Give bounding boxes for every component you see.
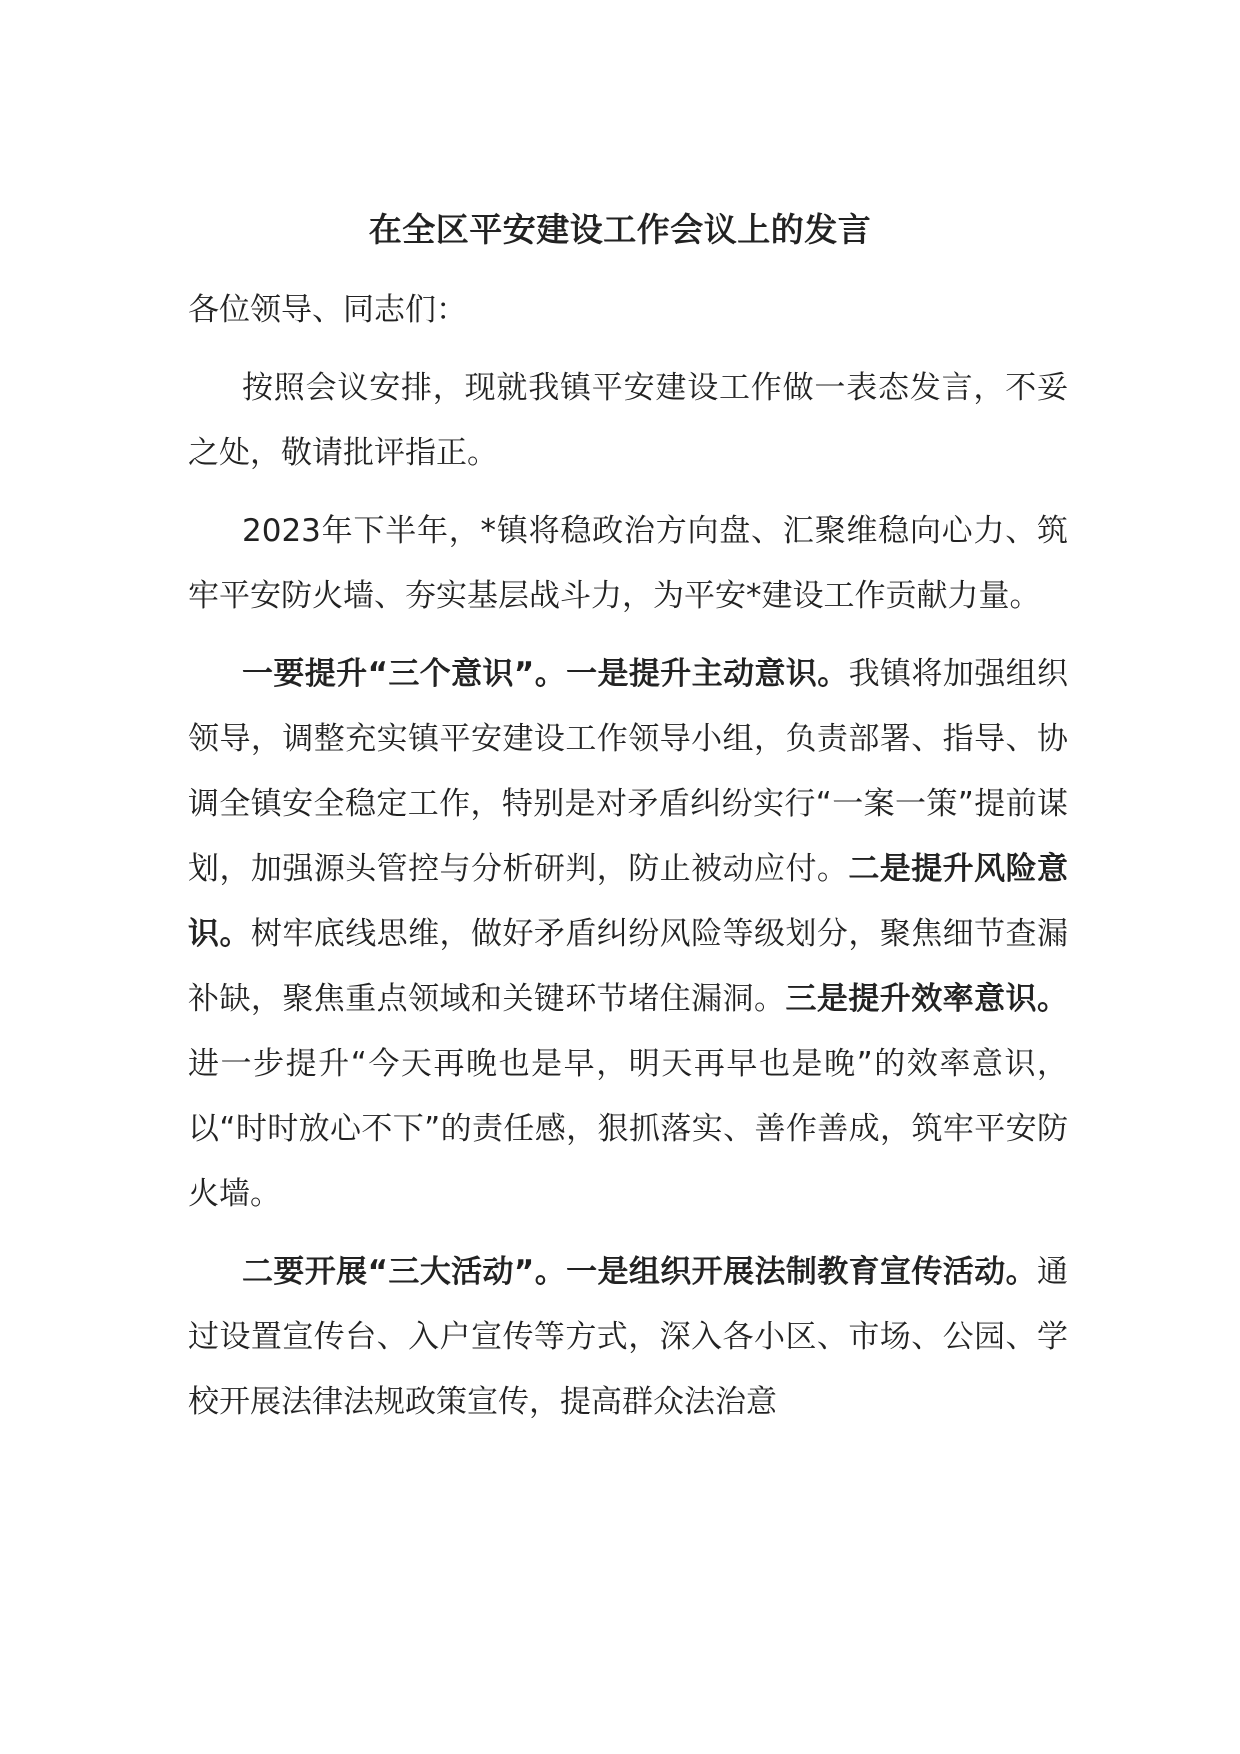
subpoint-text: 树牢底线思维，做好矛盾纠纷风险等级划分，聚焦细节查漏补缺，聚焦重点领域和关键环节堵住漏洞。: [188, 916, 1068, 1017]
paragraph-three-awareness: [188, 642, 1068, 1227]
subpoint-heading: 三是提升效率意识。: [785, 981, 1069, 1017]
paragraph-overview: 2023年下半年，*镇将稳政治方向盘、汇聚维稳向心力、筑牢平安防火墙、夯实基层战斗力，为平安*建设工作贡献力量。: [188, 513, 1068, 614]
section-heading: 一要提升“三个意识”。: [242, 656, 567, 692]
subpoint-text: 我镇将加强组织领导，调整充实镇平安建设工作领导小组，负责部署、指导、协调全镇安全稳定工作，特别是对矛盾纠纷实行“一案一策”提前谋划，加强源头管控与分析研判，防止被动应付。: [188, 656, 1069, 887]
subpoint-heading: 一是提升主动意识。: [566, 656, 849, 692]
section-heading: 二要开展“三大活动”。: [242, 1254, 567, 1290]
subpoint-heading: 一是组织开展法制教育宣传活动。: [566, 1254, 1038, 1290]
document-title: 在全区平安建设工作会议上的发言: [368, 210, 872, 249]
subpoint-text: 通过设置宣传台、入户宣传等方式，深入各小区、市场、公园、学校开展法律法规政策宣传，提高群众法治意: [188, 1254, 1069, 1420]
subpoint-text: 进一步提升“今天再晚也是早，明天再早也是晚”的效率意识，以“时时放心不下”的责任感，狠抓落实、善作善成，筑牢平安防火墙。: [188, 1046, 1068, 1212]
document-body: [188, 278, 1068, 1435]
paragraph-intro: 按照会议安排，现就我镇平安建设工作做一表态发言，不妥之处，敬请批评指正。: [188, 370, 1068, 471]
subpoint-heading: 二是提升风险意识。: [188, 851, 1069, 952]
salutation: 各位领导、同志们：: [188, 292, 467, 328]
paragraph-three-activities: [188, 1240, 1068, 1435]
